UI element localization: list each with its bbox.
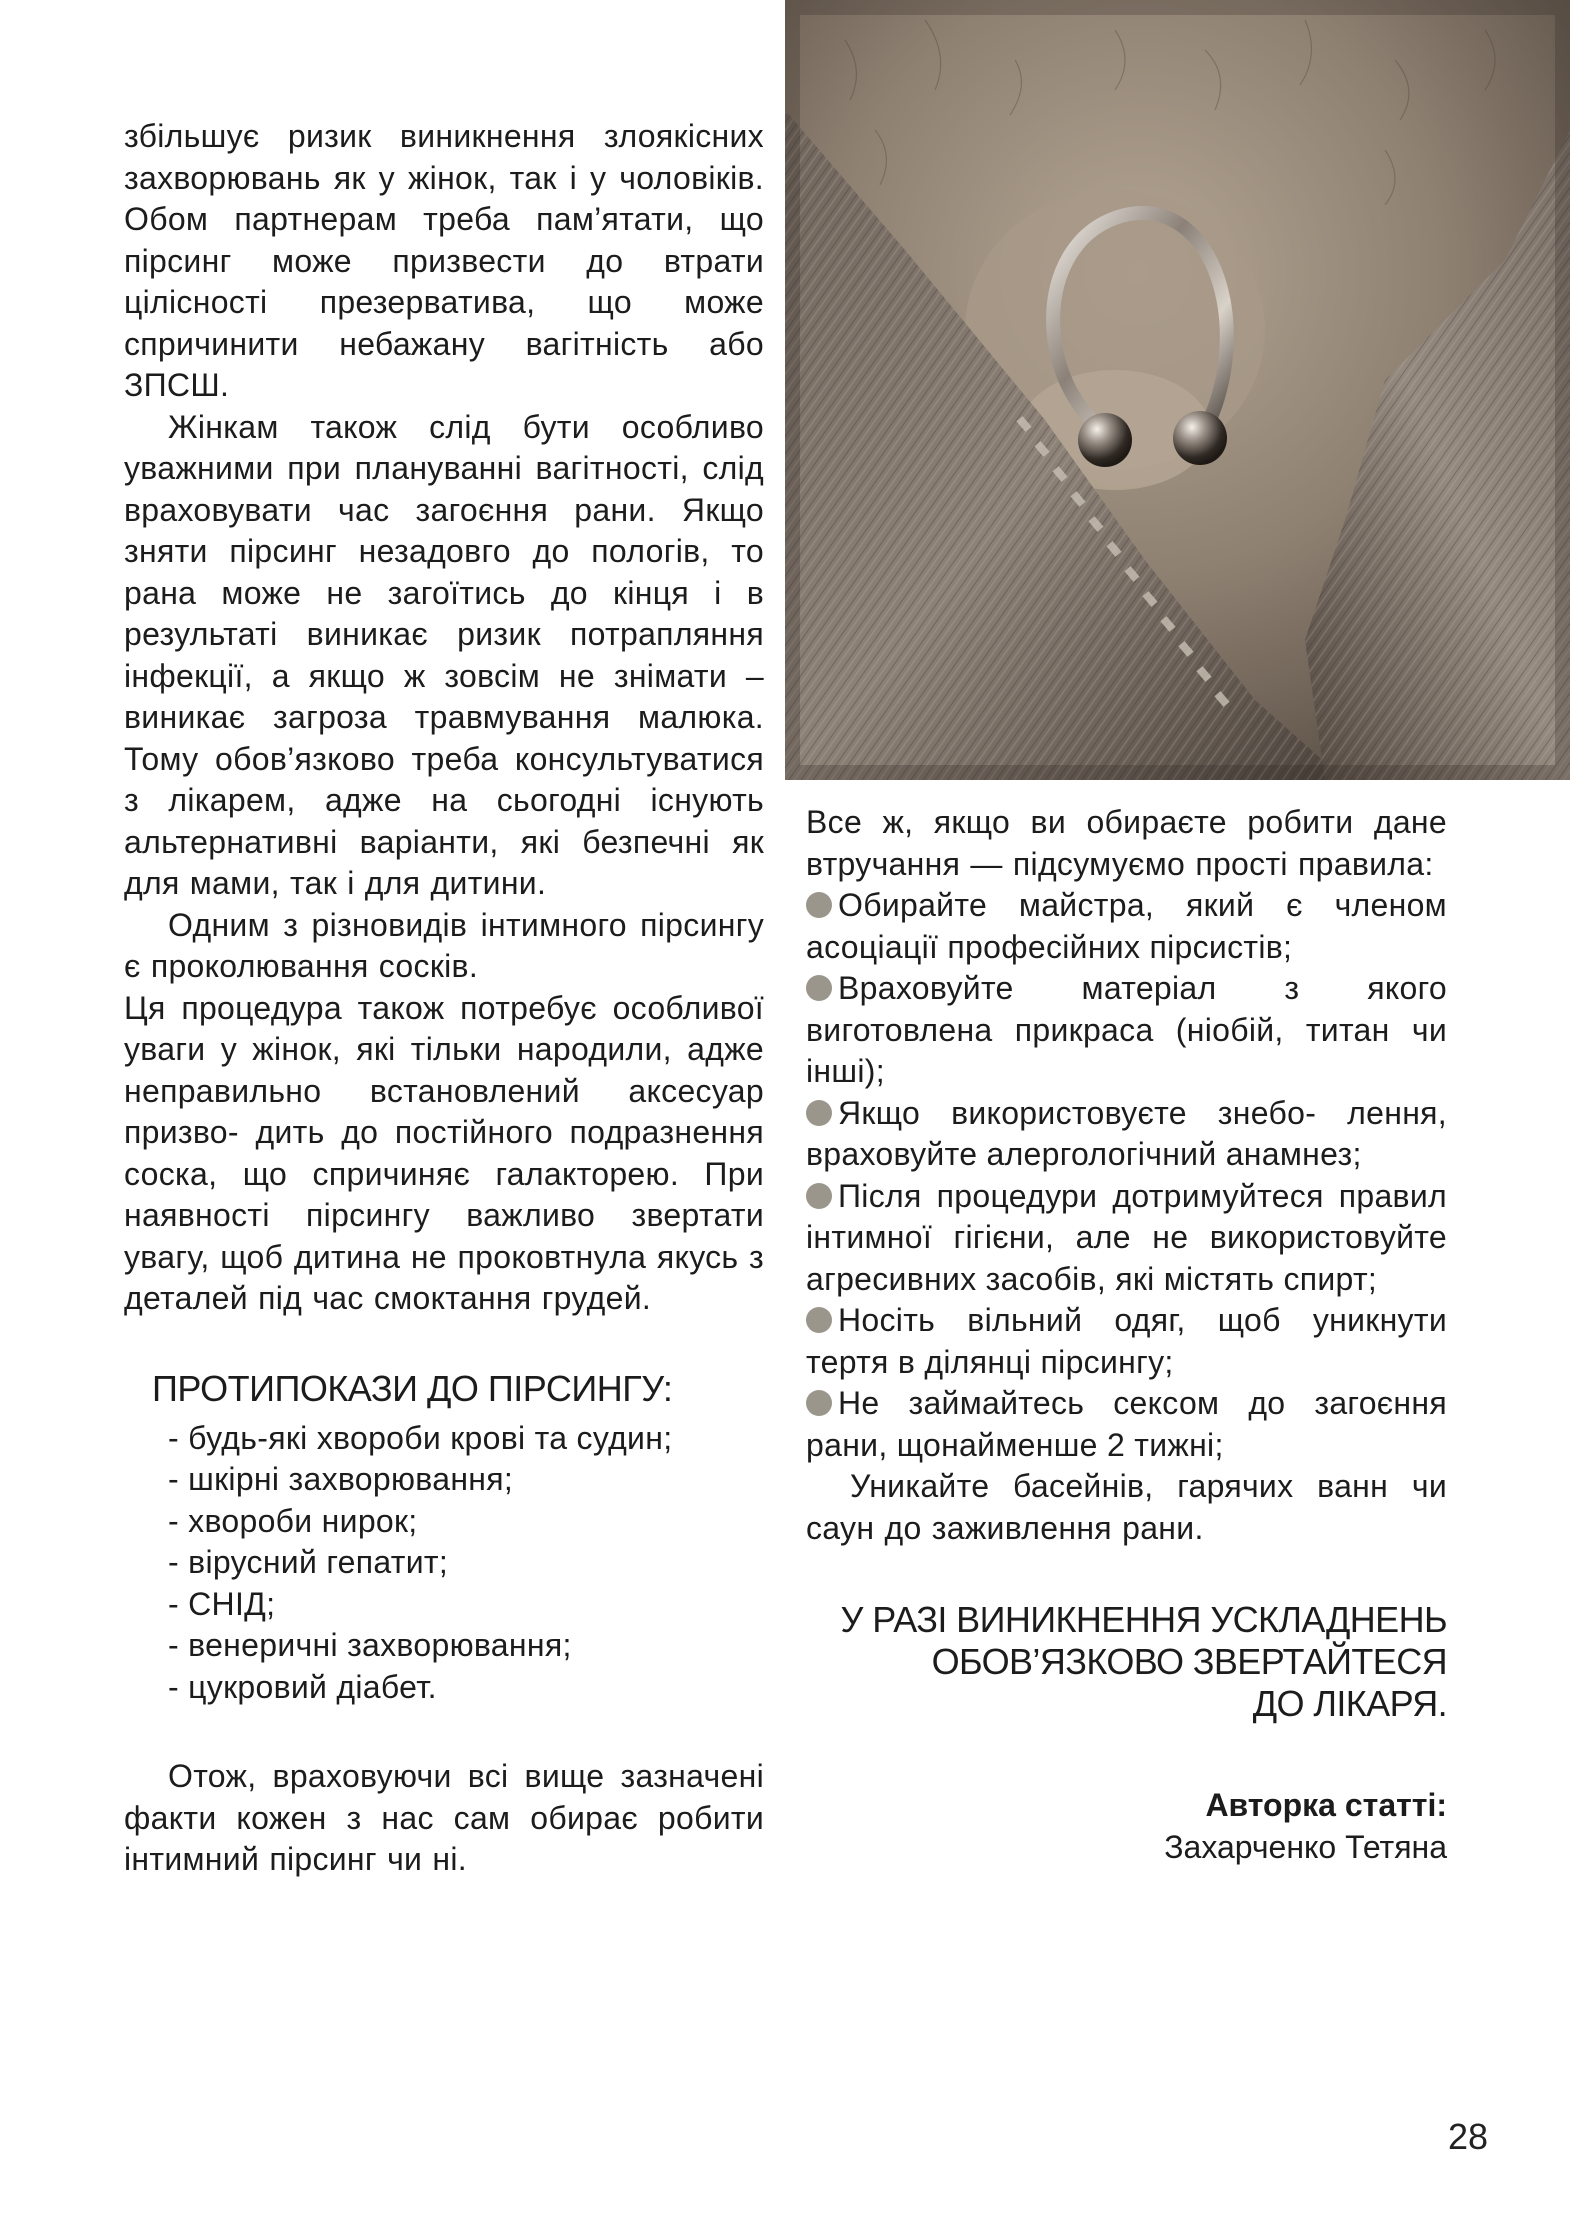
rule-item: Носіть вільний одяг, щоб уникнути тертя в ділянці пірсингу; [806, 1302, 1447, 1380]
contraindications-heading: ПРОТИПОКАЗИ ДО ПІРСИНГУ: [152, 1367, 673, 1409]
list-item: - венеричні захворювання; [168, 1627, 572, 1663]
list-item: - вірусний гепатит; [168, 1544, 449, 1580]
warning-callout [806, 1599, 1447, 1725]
paragraph-3: Одним з різновидів інтимного пірсингу є проколювання сосків. [124, 906, 764, 984]
warning-line: ДО ЛІКАРЯ. [1252, 1683, 1447, 1724]
author-name: Захарченко Тетяна [1164, 1828, 1447, 1865]
paragraph-2: Жінкам також слід бути особливо уважними при плануванні вагітності, слід враховувати час загоєння рани. Якщо зняти пірсинг незадовго до пологів, то рана може не загоїтись до кінця і в результаті виникає ризик потрапляння інфекції, а якщо ж зовсім не знімати – виникає загроза травмування малюка. Тому обов’язково треба консультуватися з лікарем, адже на сьогодні існують альтернативні варіанти, які безпечні як для мами, так і для дитини. [124, 408, 764, 901]
paragraph-4: Ця процедура також потребує особливої уваги у жінок, які тільки народили, адже неправильно встановлений аксесуар призво- дить до постійного подразнення соска, що спричиняє галакторею. При наявності пірсингу важливо звертати увагу, щоб дитина не проковтнула якусь з деталей під час смоктання грудей. [124, 989, 764, 1316]
left-column [124, 116, 764, 1881]
paragraph-conclusion: Отож, враховуючи всі вище зазначені факти кожен з нас сам обирає робити інтимний пірсинг чи ні. [124, 1758, 764, 1877]
right-column [806, 802, 1447, 1868]
rule-item: Після процедури дотримуйтеся правил інтимної гігієни, але не використовуйте агресивних засобів, які містять спирт; [806, 1177, 1447, 1297]
paragraph-1: збільшує ризик виникнення злоякісних захворювань як у жінок, так і у чоловіків. Обом партнерам треба пам’ятати, що пірсинг може призвести до втрати цілісності презерватива, що може спричинити небажану вагітність або ЗПСШ. [124, 118, 764, 403]
closing-paragraph: Уникайте басейнів, гарячих ванн чи саун до заживлення рани. [806, 1468, 1447, 1546]
author-block [806, 1785, 1447, 1868]
rule-item: Не займайтесь сексом до загоєння рани, щонайменше 2 тижні; [806, 1385, 1447, 1463]
list-item: - СНІД; [168, 1585, 276, 1622]
rule-item: Обирайте майстра, який є членом асоціації професійних пірсистів; [806, 887, 1447, 965]
warning-line: У РАЗІ ВИНИКНЕННЯ УСКЛАДНЕНЬ [840, 1599, 1447, 1640]
piercing-photo [785, 0, 1570, 780]
bullet-dot-icon [806, 1100, 832, 1126]
rules-intro: Все ж, якщо ви обираєте робити дане втручання — підсумуємо прості правила: [806, 804, 1447, 882]
page-number: 28 [1447, 2116, 1488, 2157]
article-photo [785, 0, 1570, 780]
contraindications-list [124, 1418, 764, 1709]
list-item: - будь-які хвороби крові та судин; [168, 1419, 673, 1456]
bullet-dot-icon [806, 1183, 832, 1209]
rule-item: Якщо використовуєте знебо- лення, враховуйте алергологічний анамнез; [806, 1094, 1447, 1172]
bullet-dot-icon [806, 975, 832, 1001]
list-item: - цукровий діабет. [168, 1668, 437, 1705]
rule-item: Враховуйте матеріал з якого виготовлена прикраса (ніобій, титан чи інші); [806, 970, 1447, 1089]
list-item: - хвороби нирок; [168, 1502, 418, 1539]
bullet-dot-icon [806, 1390, 832, 1416]
warning-line: ОБОВ’ЯЗКОВО ЗВЕРТАЙТЕСЯ [931, 1641, 1447, 1682]
bullet-dot-icon [806, 1307, 832, 1333]
author-label: Авторка статті: [1205, 1787, 1447, 1823]
list-item: - шкірні захворювання; [168, 1461, 514, 1497]
bullet-dot-icon [806, 892, 832, 918]
